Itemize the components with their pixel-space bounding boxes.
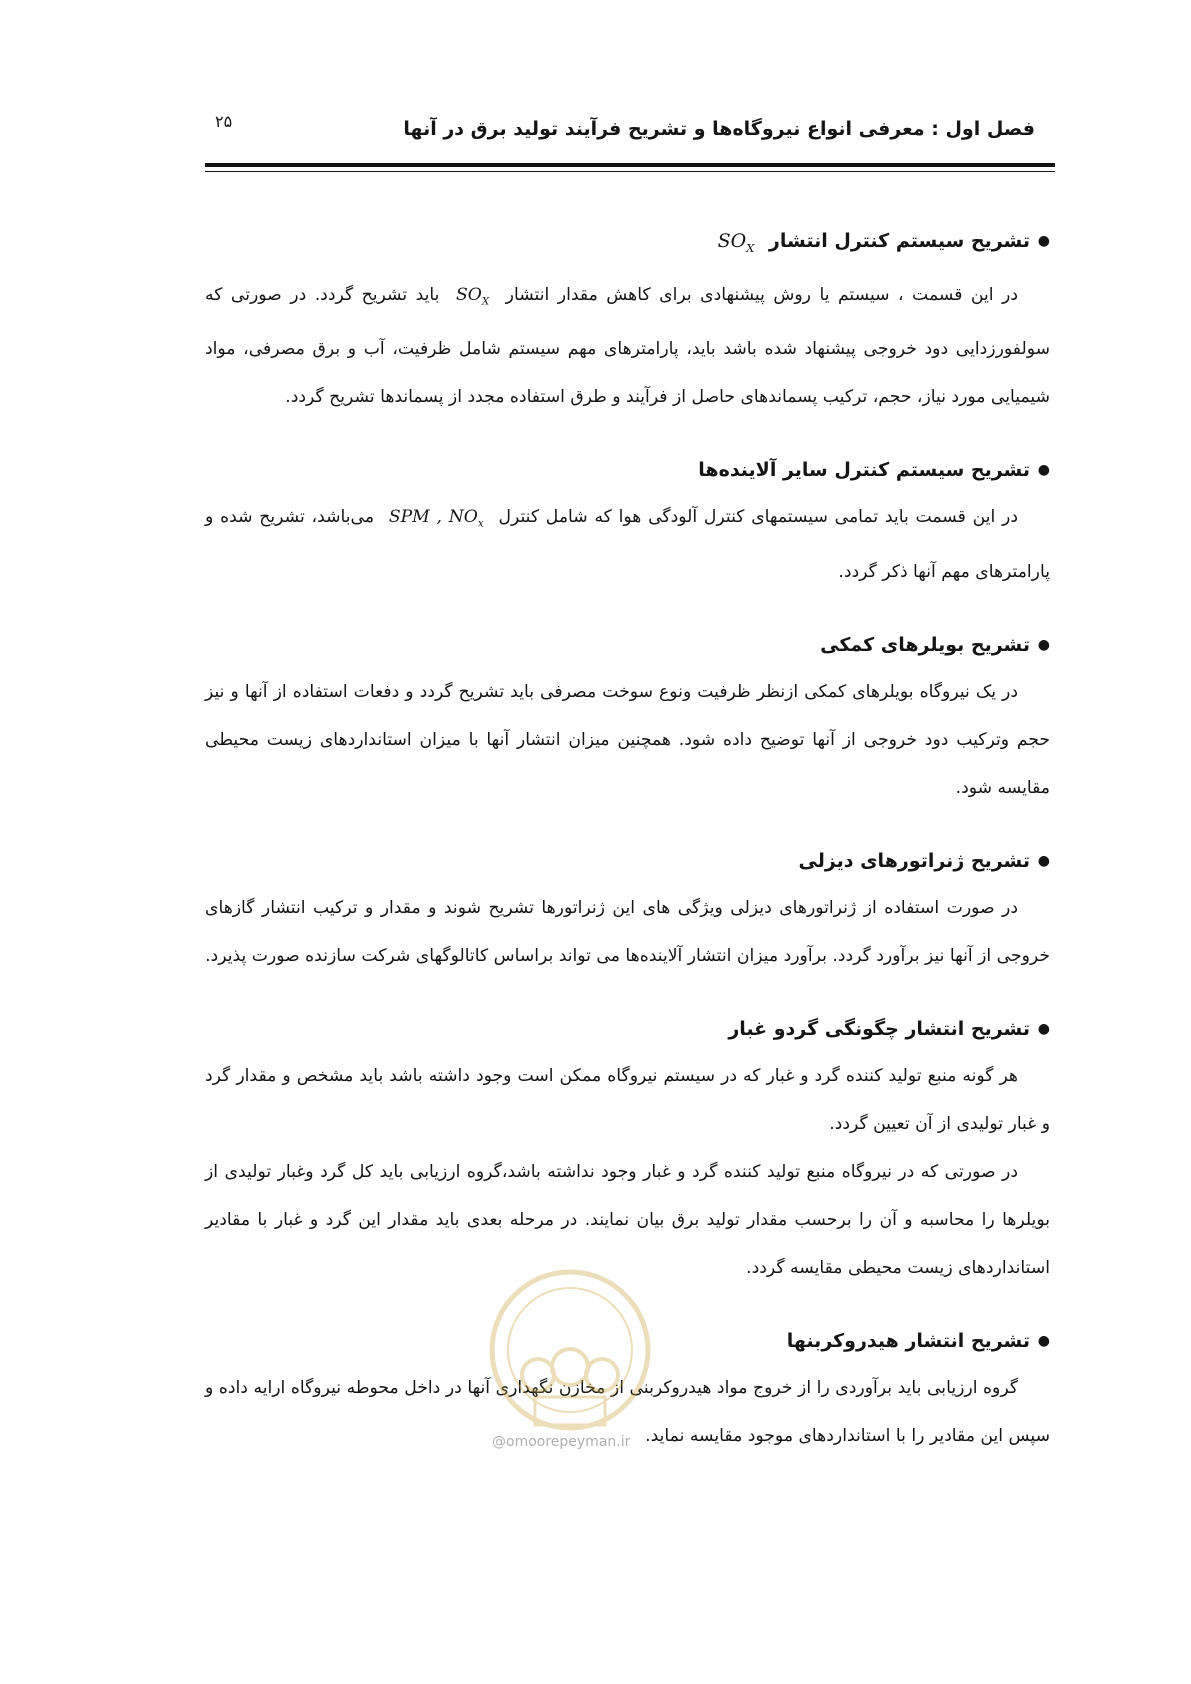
paragraph-text-after: می‌باشد، تشریح شده و پارامترهای مهم آنها ذکر گردد.: [205, 507, 1050, 582]
page-content: [205, 226, 1050, 1494]
heading-text: تشریح ژنراتورهای دیزلی: [798, 849, 1030, 872]
inline-formula: [381, 507, 492, 530]
page-number: ۲۵: [215, 112, 233, 131]
bullet-icon: ●: [1037, 636, 1050, 653]
section-heading: [205, 455, 1050, 485]
formula-subscript: X: [746, 240, 755, 255]
bullet-icon: ●: [1037, 1332, 1050, 1349]
paragraph-text-before: در این قسمت باید تمامی سیستمهای کنترل آلودگی هوا که شامل کنترل: [498, 507, 1018, 528]
heading-text: تشریح انتشار هیدروکربنها: [786, 1329, 1030, 1352]
section-paragraph: در یک نیروگاه بویلرهای کمکی ازنظر ظرفیت ونوع سوخت مصرفی باید تشریح گردد و دفعات استفاده از آنها و نیز حجم وترکیب دود خروجی از آنها توضیح داده شود. همچنین میزان انتشار آنها با میزان استانداردهای زیست محیطی مقایسه شود.: [205, 681, 1050, 798]
section-sox-control: [205, 226, 1050, 421]
section-paragraph: [205, 271, 1050, 421]
section-paragraph: هر گونه منبع تولید کننده گرد و غبار که در سیستم نیروگاه ممکن است وجود داشته باشد باید مشخص و مقدار گرد و غبار تولیدی از آن تعیین گردد.: [205, 1065, 1050, 1134]
page-header: [205, 110, 1035, 170]
formula-base: SPM , NO: [388, 507, 478, 528]
section-diesel-generators: [205, 846, 1050, 980]
section-heading: [205, 630, 1050, 660]
heading-text: تشریح سیستم کنترل سایر آلاینده‌ها: [698, 459, 1030, 482]
section-auxiliary-boilers: [205, 630, 1050, 812]
section-heading: [205, 226, 1050, 263]
bullet-icon: ●: [1037, 1020, 1050, 1037]
section-other-pollutants: [205, 455, 1050, 595]
inline-formula: [448, 284, 497, 308]
section-paragraph: در صورت استفاده از ژنراتورهای دیزلی ویژگی های این ژنراتورها تشریح شوند و مقدار و ترکیب انتشار گازهای خروجی از آنها نیز برآورد گردد. برآورد میزان انتشار آلاینده‌ها می تواند براساس کاتالوگهای شرکت سازنده صورت پذیرد.: [205, 897, 1050, 966]
watermark-url: @omoorepeyman.ir: [492, 1434, 631, 1450]
heading-text: تشریح انتشار چگونگی گردو غبار: [728, 1017, 1030, 1040]
header-rule-thick: [205, 163, 1055, 167]
paragraph-text-before: در این قسمت ، سیستم یا روش پیشنهادی برای کاهش مقدار انتشار: [505, 284, 1019, 305]
bullet-icon: ●: [1037, 462, 1050, 479]
section-paragraph: گروه ارزیابی باید برآوردی را از خروج مواد هیدروکربنی از مخازن نگهداری آنها در داخل محوطه نیروگاه ارایه داده و سپس این مقادیر را با استانداردهای موجود مقایسه نماید.: [205, 1377, 1050, 1446]
section-heading: [205, 1014, 1050, 1044]
header-rule-thin: [205, 171, 1055, 172]
section-dust-emission: [205, 1014, 1050, 1292]
chapter-title: فصل اول : معرفی انواع نیروگاه‌ها و تشریح فرآیند تولید برق در آنها: [403, 118, 1035, 140]
paragraph-text-after: باید تشریح گردد. در صورتی که سولفورزدایی دود خروجی پیشنهاد شده باشد باید، پارامترهای مهم سیستم شامل ظرفیت، آب و برق مصرفی، مواد شیمیایی مورد نیاز، حجم، ترکیب پسماندهای حاصل از فرآیند و طرق استفاده مجدد از پسماندها تشریح گردد.: [205, 284, 1050, 408]
formula-subscript: X: [481, 295, 490, 308]
section-heading: [205, 1326, 1050, 1356]
section-paragraph: در صورتی که در نیروگاه منبع تولید کننده گرد و غبار وجود نداشته باشد،گروه ارزیابی باید کل گرد وغبار تولیدی از بویلرها را محاسبه و آن را برحسب مقدار تولید برق بیان نمایند. در مرحله بعدی باید مقدار این گرد و غبار با مقادیر استانداردهای زیست محیطی مقایسه گردد.: [205, 1161, 1050, 1278]
bullet-icon: ●: [1037, 852, 1050, 869]
formula-base: SO: [717, 230, 747, 252]
section-heading: [205, 846, 1050, 876]
formula-subscript: x: [477, 517, 484, 530]
section-paragraph: [205, 493, 1050, 595]
heading-text: تشریح سیستم کنترل انتشار: [768, 230, 1030, 252]
heading-text: تشریح بویلرهای کمکی: [820, 633, 1030, 656]
bullet-icon: ●: [1037, 233, 1050, 249]
formula-base: SO: [455, 284, 482, 305]
heading-formula: [710, 230, 763, 255]
